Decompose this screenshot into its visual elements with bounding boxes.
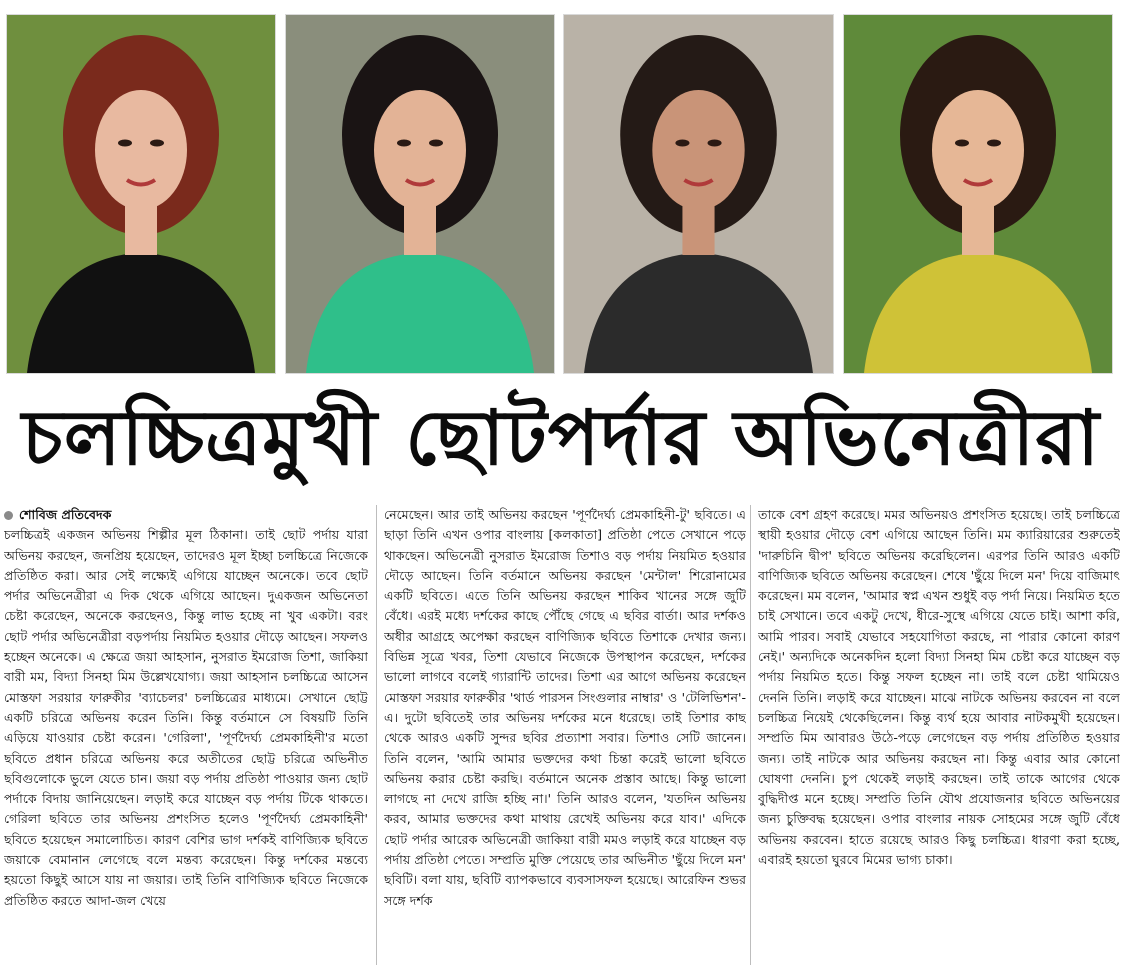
face-shape	[374, 90, 466, 210]
article-column-1	[4, 505, 368, 965]
column-text: নেমেছেন। আর তাই অভিনয় করছেন 'পূর্ণদৈর্ঘ্য প্রেমকাহিনী-টু' ছবিতে। এ ছাড়া তিনি এখন ওপার বাংলায় [কলকাতা] প্রতিষ্ঠা পেতে সেখানে পড়ে থাকছেন। অভিনেত্রী নুসরাত ইমরোজ তিশাও বড় পর্দায় নিয়মিত হওয়ার দৌড়ে আছেন। তিনি বর্তমানে অভিনয় করছেন 'মেন্টাল' শিরোনামের একটি ছবিতে। এতে তিনি অভিনয় করছেন শাকিব খানের সঙ্গে জুটি বেঁধে। এরই মধ্যে দর্শকের কাছে পৌঁছে গেছে এ ছবির বার্তা। আর দর্শকও অধীর আগ্রহে অপেক্ষা করছেন বাণিজ্যিক ছবিতে তিশাকে দেখার জন্য। বিভিন্ন সূত্রে খবর, তিশা যেভাবে নিজেকে উপস্থাপন করেছেন, দর্শকের ভালো লাগবে বলেই গ্যারান্টি তাদের। তিশা এর আগে অভিনয় করেছেন মোস্তফা সরয়ার ফারুকীর 'থার্ড পারসন সিংগুলার নাম্বার' ও 'টেলিভিশন'-এ। দুটো ছবিতেই তার অভিনয় দর্শকের মনে ধরেছে। তাই তিশার কাছ থেকে আরও একটি সুন্দর ছবির প্রত্যাশা সবার। তিশাও সেটি জানেন। তিনি বলেন, 'আমি আমার ভক্তদের কথা চিন্তা করেই ভালো ছবিতে অভিনয় করার চেষ্টা করছি। বর্তমানে অনেক প্রস্তাব আছে। কিন্তু ভালো লাগছে না দেখে রাজি হচ্ছি না।' তিনি আরও বলেন, 'যতদিন অভিনয় করব, আমার ভক্তদের কথা মাথায় রেখেই অভিনয় করে যাব।' এদিকে ছোট পর্দার আরেক অভিনেত্রী জাকিয়া বারী মমও লড়াই করে যাচ্ছেন বড় পর্দায় প্রতিষ্ঠা পেতে। সম্প্রতি মুক্তি পেয়েছে তার অভিনীত 'ছুঁয়ে দিলে মন' ছবিটি। বলা যায়, ছবিটি ব্যাপকভাবে ব্যবসাসফল হয়েছে। আরেফিন শুভর সঙ্গে দর্শক	[384, 507, 746, 908]
portrait-graphic	[564, 15, 833, 373]
portrait-graphic	[7, 15, 275, 373]
eye-shape	[397, 140, 411, 147]
actress-photo-4	[843, 14, 1113, 374]
column-text: চলচ্চিত্রই একজন অভিনয় শিল্পীর মূল ঠিকানা। তাই ছোট পর্দায় যারা অভিনয় করছেন, জনপ্রিয় হয়েছেন, তাদেরও মূল ইচ্ছা চলচ্চিত্রে নিজেকে প্রতিষ্ঠিত করা। আর সেই লক্ষ্যেই এগিয়ে যাচ্ছেন অনেকে। তবে ছোট পর্দার অভিনেত্রীরা এ দিক থেকে এগিয়ে আছেন। দুএকজন অভিনেতা চেষ্টা করেছেন, অনেকে করছেনও, কিন্তু লাভ হচ্ছে না খুব একটা। বরং ছোট পর্দার অভিনেত্রীরা বড়পর্দায় নিয়মিত হওয়ার দৌড়ে আছেন। সফলও হচ্ছেন অনেকে। এ ক্ষেত্রে জয়া আহসান, নুসরাত ইমরোজ তিশা, জাকিয়া বারী মম, বিদ্যা সিনহা মিম উল্লেখযোগ্য। জয়া আহসান চলচ্চিত্রে আসেন মোস্তফা সরয়ার ফারুকীর 'ব্যাচেলর' চলচ্চিত্রের মাধ্যমে। সেখানে ছোট্ট একটি চরিত্রে অভিনয় করেন তিনি। কিন্তু বর্তমানে সে বিষয়টি তিনি এড়িয়ে যাওয়ার চেষ্টা করেন। 'গেরিলা', 'পূর্ণদৈর্ঘ্য প্রেমকাহিনী'র মতো ছবিতে প্রধান চরিত্রে অভিনয় করে অতীতের ছোট্ট চরিত্রে অভিনীত ছবিগুলোকে ভুলে যেতে চান। জয়া বড় পর্দায় প্রতিষ্ঠা পাওয়ার জন্য ছোট পর্দাকে বিদায় জানিয়েছেন। লড়াই করে যাচ্ছেন বড় পর্দায় টিকে থাকতে। গেরিলা ছবিতে তার অভিনয় প্রশংসিত হলেও 'পূর্ণদৈর্ঘ্য প্রেমকাহিনী' ছবিতে হয়েছেন সমালোচিত। কারণ বেশির ভাগ দর্শকই বাণিজ্যিক ছবিতে জয়াকে বেমানান লেগেছে বলে মন্তব্য করেছেন। কিন্তু দর্শকের মন্তব্যে হয়তো কিছুই আসে যায় না জয়ার। তাই তিনি বাণিজ্যিক ছবিতে নিজেকে প্রতিষ্ঠিত করতে আদা-জল খেয়ে	[4, 527, 368, 908]
eye-shape	[150, 140, 164, 147]
article-body	[4, 505, 1120, 965]
eye-shape	[675, 140, 689, 147]
photo-strip	[0, 0, 1122, 378]
eye-shape	[955, 140, 969, 147]
article-column-2	[384, 505, 746, 965]
byline-text: শোবিজ প্রতিবেদক	[19, 507, 112, 522]
byline	[4, 505, 368, 525]
actress-photo-1	[6, 14, 276, 374]
article-column-3	[758, 505, 1120, 965]
column-text: তাকে বেশ গ্রহণ করেছে। মমর অভিনয়ও প্রশংসিত হয়েছে। তাই চলচ্চিত্রে স্থায়ী হওয়ার দৌড়ে বেশ এগিয়ে আছেন তিনি। মম ক্যারিয়ারের শুরুতেই 'দারুচিনি দ্বীপ' ছবিতে অভিনয় করেছিলেন। এরপর তিনি আরও একটি বাণিজ্যিক ছবিতে অভিনয় করেছেন। শেষে 'ছুঁয়ে দিলে মন' দিয়ে বাজিমাৎ করেছেন। মম বলেন, 'আমার স্বপ্ন এখন শুধুই বড় পর্দা নিয়ে। নিয়মিত হতে চাই সেখানে। তবে একটু দেখে, ধীরে-সুস্থে এগিয়ে যেতে চাই। আশা করি, আমি পারব। সবাই যেভাবে সহযোগিতা করছে, না পারার কোনো কারণ নেই।' অন্যদিকে অনেকদিন হলো বিদ্যা সিনহা মিম চেষ্টা করে যাচ্ছেন বড় পর্দায় নিয়মিত হতে। কিন্তু সফল হচ্ছেন না। তাই বলে চেষ্টা থামিয়েও দেননি তিনি। লড়াই করে যাচ্ছেন। মাঝে নাটকে অভিনয় করবেন না বলে চলচ্চিত্র নিয়েই থেকেছিলেন। কিন্তু ব্যর্থ হয়ে আবার নাটকমুখী হয়েছেন। সম্প্রতি মিম আবারও উঠে-পড়ে লেগেছেন বড় পর্দায় প্রতিষ্ঠিত হওয়ার জন্য। তাই নাটকে আর অভিনয় করছেন না। কিন্তু এবার আর কোনো ঘোষণা দেননি। চুপ থেকেই লড়াই করছেন। তাই তাকে আগের থেকে বুদ্ধিদীপ্ত মনে হচ্ছে। সম্প্রতি তিনি যৌথ প্রযোজনার ছবিতে অভিনয়ের জন্য চুক্তিবদ্ধ হয়েছেন। ওপার বাংলার নায়ক সোহমের সঙ্গে জুটি বেঁধে অভিনয় করবেন। হাতে রয়েছে আরও কিছু চলচ্চিত্র। ধারণা করা হচ্ছে, এবারই হয়তো ঘুরবে মিমের ভাগ্য চাকা।	[758, 507, 1120, 868]
face-shape	[932, 90, 1024, 210]
actress-photo-2	[285, 14, 555, 374]
bullet-icon	[4, 511, 13, 520]
portrait-graphic	[844, 15, 1112, 373]
eye-shape	[429, 140, 443, 147]
eye-shape	[987, 140, 1001, 147]
portrait-graphic	[286, 15, 554, 373]
headline: চলচ্চিত্রমুখী ছোটপর্দার অভিনেত্রীরা	[21, 393, 1101, 482]
face-shape	[652, 90, 744, 210]
actress-photo-3	[563, 14, 834, 374]
eye-shape	[118, 140, 132, 147]
eye-shape	[708, 140, 722, 147]
face-shape	[95, 90, 187, 210]
